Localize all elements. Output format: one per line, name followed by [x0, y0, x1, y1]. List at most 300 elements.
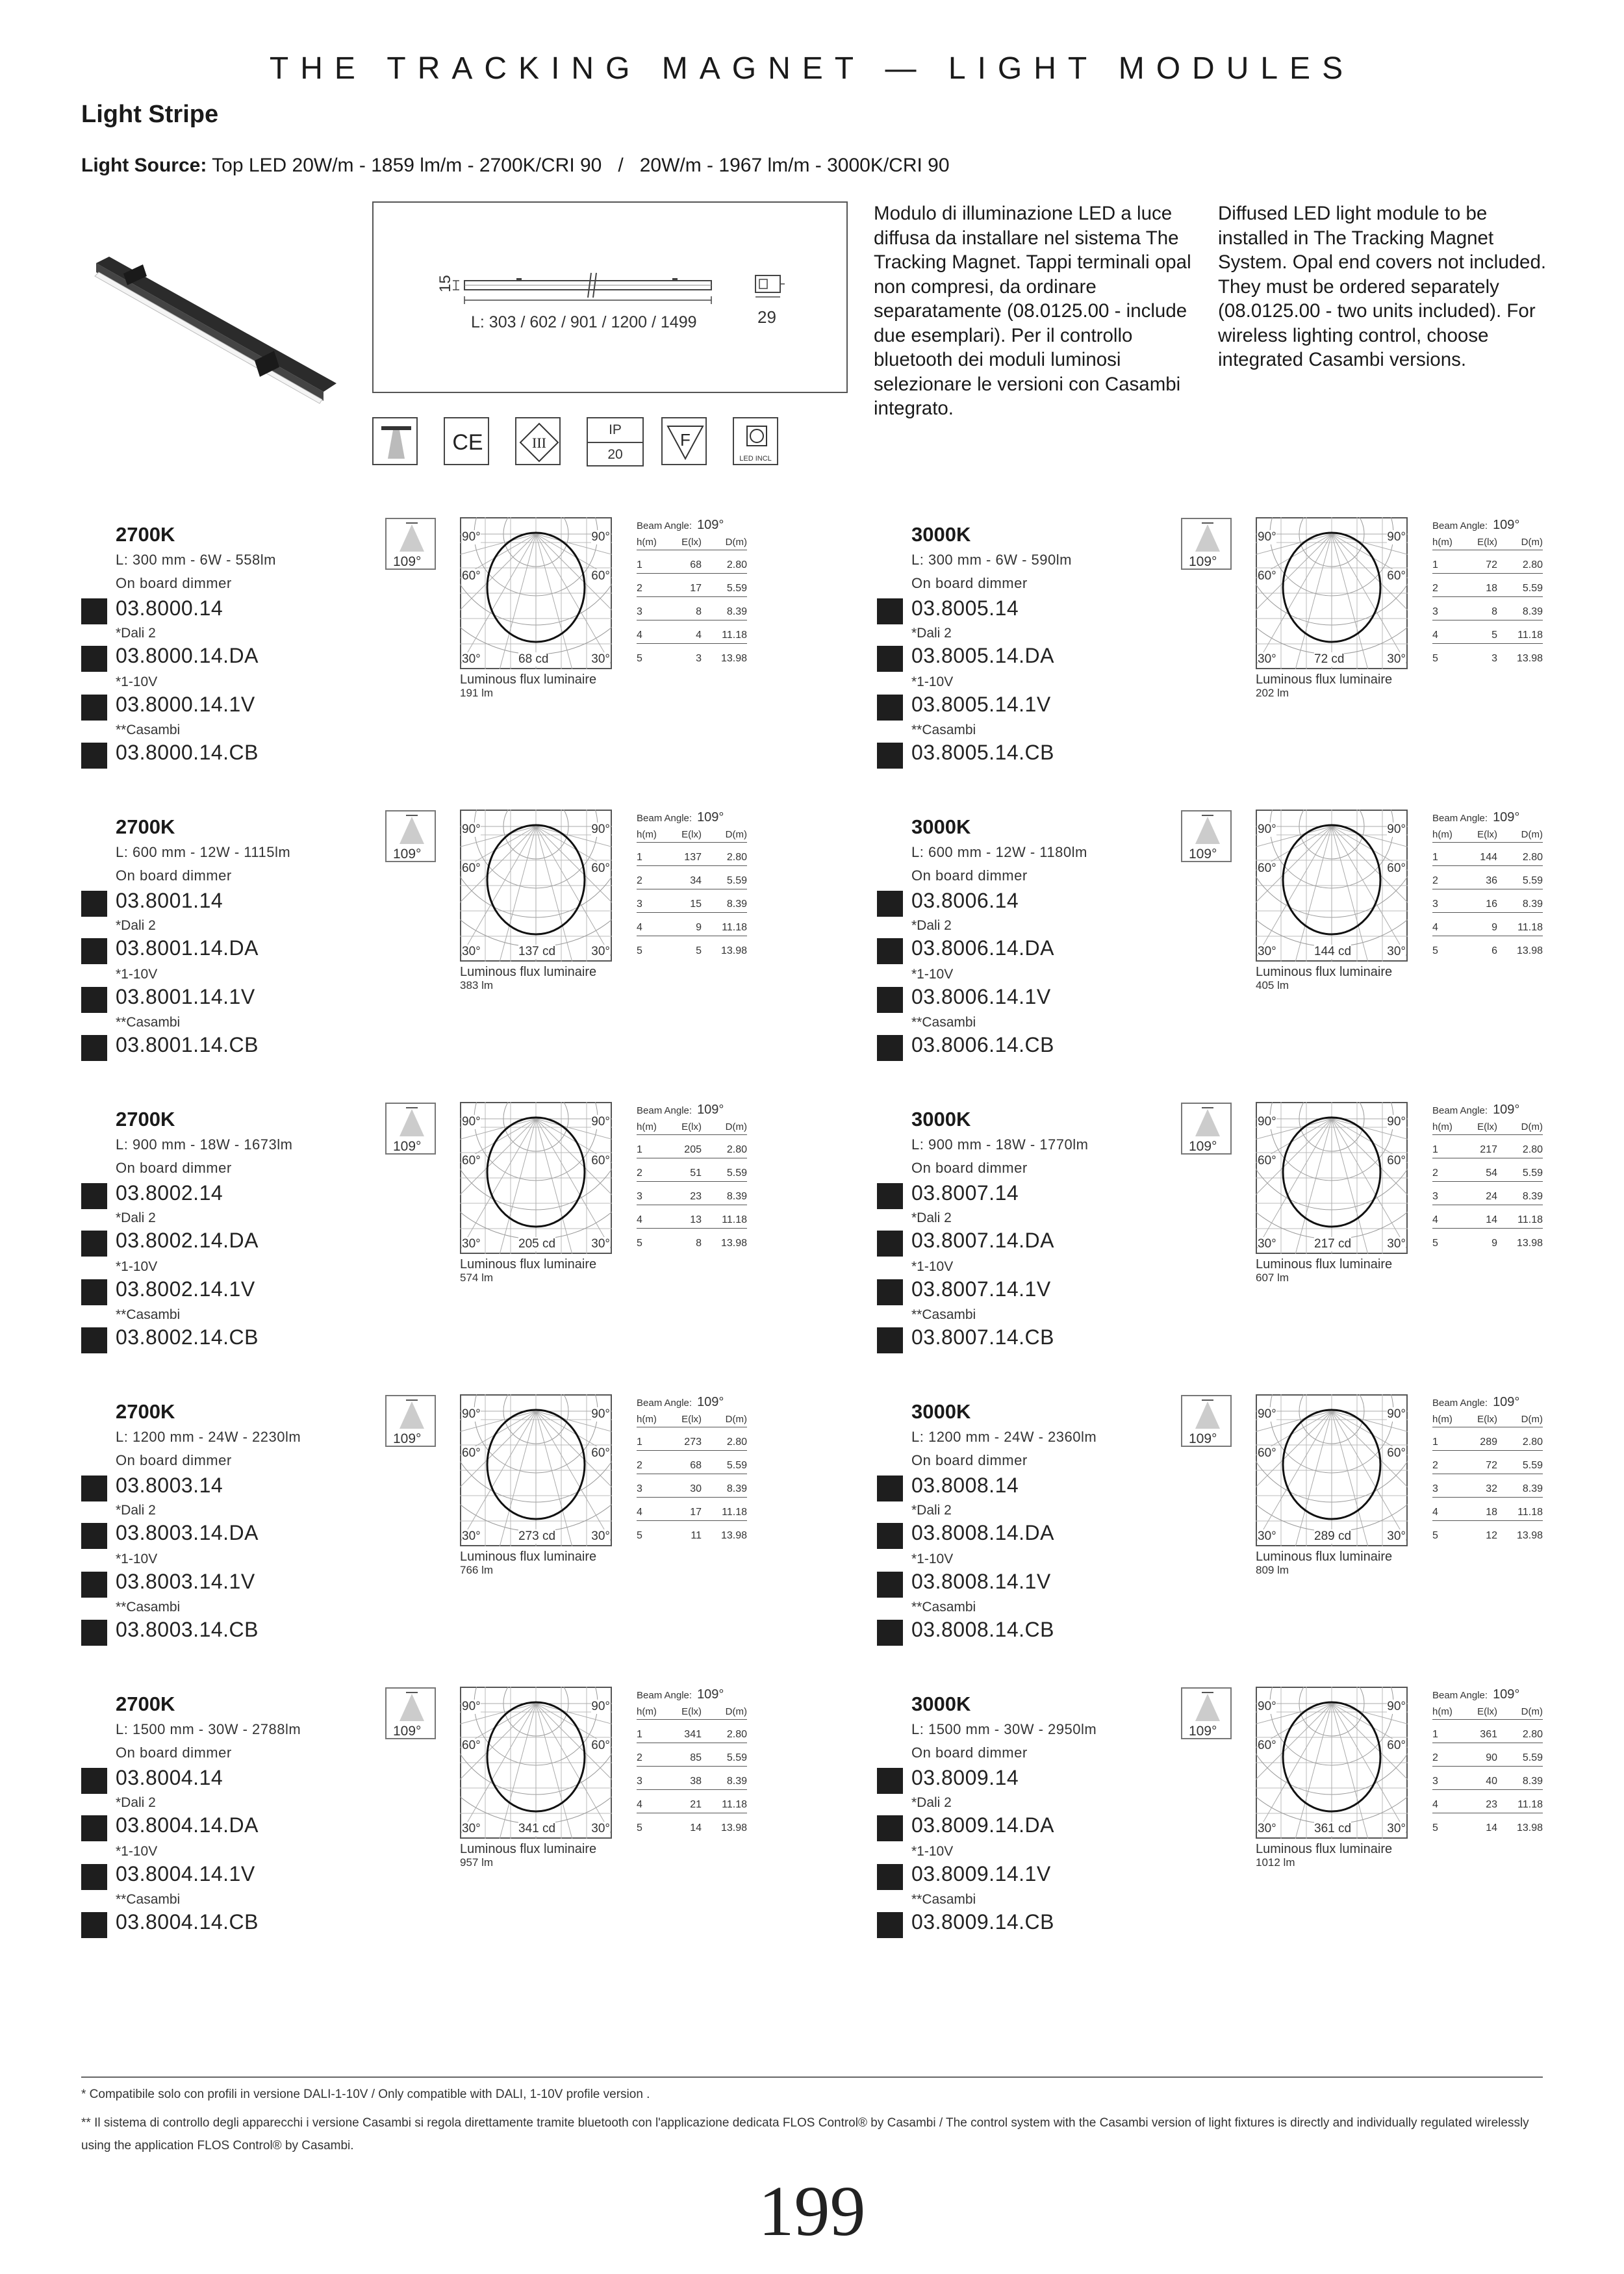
col-height: h(m)	[1432, 1414, 1453, 1425]
variant-note: *1-10V	[116, 674, 158, 689]
col-illuminance: E(lx)	[681, 1414, 702, 1425]
cell-diameter: 2.80	[1522, 852, 1543, 863]
candela-value: 144 cd	[1314, 945, 1352, 958]
candela-value: 289 cd	[1314, 1529, 1352, 1543]
cell-diameter: 13.98	[1516, 1530, 1543, 1541]
luminous-flux-value: 766 lm	[460, 1564, 494, 1576]
variant-swatch	[81, 1620, 107, 1646]
product-code[interactable]: 03.8001.14.1V	[116, 985, 255, 1008]
table-row	[637, 1135, 747, 1158]
product-code[interactable]: 03.8005.14.CB	[911, 741, 1054, 764]
beam-angle-label: Beam Angle:	[1432, 520, 1488, 531]
table-row	[1432, 620, 1543, 644]
product-block	[877, 810, 1592, 1088]
table-row	[1432, 889, 1543, 913]
table-row	[1432, 913, 1543, 936]
product-code[interactable]: 03.8005.14.DA	[911, 644, 1054, 667]
polar-angle-label: 90°	[591, 1407, 610, 1421]
luminous-flux-value: 383 lm	[460, 979, 494, 991]
col-height: h(m)	[1432, 1706, 1453, 1717]
cell-illuminance: 16	[1486, 899, 1497, 910]
footnote-dali: * Compatibile solo con profili in versione DALI-1-10V / Only compatible with DALI, 1-10V profile version .	[81, 2088, 650, 2101]
cell-illuminance: 54	[1486, 1168, 1497, 1179]
dimension-drawing	[372, 201, 848, 393]
table-row	[637, 620, 747, 644]
product-block	[877, 1395, 1592, 1673]
variant-swatch	[877, 1912, 903, 1938]
luminous-flux-label: Luminous flux luminaire	[460, 1550, 597, 1564]
dimmer-label: On board dimmer	[911, 867, 1028, 884]
product-code[interactable]: 03.8003.14.CB	[116, 1618, 259, 1641]
product-code[interactable]: 03.8006.14.CB	[911, 1033, 1054, 1056]
polar-angle-label: 30°	[1387, 1237, 1406, 1251]
polar-angle-label: 90°	[591, 1700, 610, 1713]
product-code[interactable]: 03.8007.14.DA	[911, 1229, 1054, 1252]
product-code[interactable]: 03.8000.14.DA	[116, 644, 259, 667]
variant-note: **Casambi	[911, 722, 976, 737]
cell-diameter: 11.18	[1517, 922, 1543, 933]
polar-angle-label: 90°	[1258, 530, 1276, 544]
variant-swatch	[81, 646, 107, 672]
polar-angle-label: 60°	[1387, 1154, 1406, 1168]
ce-mark-text: CE	[452, 430, 483, 455]
table-row	[1432, 1182, 1543, 1205]
cell-height: 5	[637, 945, 642, 956]
cell-height: 2	[1432, 1168, 1438, 1179]
variant-note: *1-10V	[911, 674, 954, 689]
product-code[interactable]: 03.8008.14	[911, 1474, 1019, 1497]
color-temperature: 3000K	[911, 1400, 971, 1423]
luminous-flux-value: 574 lm	[460, 1271, 494, 1284]
table-header	[637, 533, 747, 550]
product-spec: L: 600 mm - 12W - 1115lm	[116, 844, 291, 860]
table-row	[1432, 1498, 1543, 1521]
product-code[interactable]: 03.8008.14.CB	[911, 1618, 1054, 1641]
cell-height: 2	[637, 1460, 642, 1471]
cell-illuminance: 24	[1486, 1191, 1497, 1202]
cell-height: 4	[1432, 1799, 1438, 1810]
polar-angle-label: 90°	[1387, 823, 1406, 836]
cell-height: 4	[637, 1214, 642, 1225]
cell-diameter: 8.39	[1522, 1483, 1543, 1494]
cell-height: 2	[637, 1752, 642, 1763]
cell-height: 1	[637, 1437, 642, 1448]
variant-swatch	[877, 598, 903, 624]
color-temperature: 2700K	[116, 1693, 175, 1715]
beam-angle-label: Beam Angle:	[1432, 1105, 1488, 1116]
table-row	[637, 1451, 747, 1474]
variant-swatch	[877, 1815, 903, 1841]
product-code[interactable]: 03.8009.14.DA	[911, 1813, 1054, 1837]
polar-angle-label: 30°	[1258, 1237, 1276, 1251]
cell-diameter: 8.39	[1522, 1776, 1543, 1787]
product-code[interactable]: 03.8005.14	[911, 596, 1019, 620]
cell-height: 1	[1432, 1729, 1438, 1740]
polar-angle-label: 60°	[1258, 862, 1276, 875]
polar-angle-label: 30°	[462, 1237, 481, 1251]
cell-height: 3	[1432, 1191, 1438, 1202]
variant-note: *Dali 2	[116, 1503, 156, 1518]
product-code[interactable]: 03.8002.14	[116, 1181, 223, 1205]
table-row	[637, 1743, 747, 1767]
cell-illuminance: 14	[690, 1822, 702, 1833]
product-code[interactable]: 03.8005.14.1V	[911, 693, 1051, 716]
polar-angle-label: 30°	[591, 1237, 610, 1251]
cell-diameter: 8.39	[1522, 899, 1543, 910]
variant-note: **Casambi	[116, 1892, 181, 1907]
luminous-flux-label: Luminous flux luminaire	[1256, 672, 1393, 687]
cell-illuminance: 30	[690, 1483, 702, 1494]
cell-illuminance: 217	[1480, 1144, 1497, 1155]
variant-note: *1-10V	[116, 967, 158, 982]
table-row	[1432, 1521, 1543, 1544]
illuminance-table	[637, 1103, 747, 1251]
table-header	[637, 1118, 747, 1135]
table-row	[1432, 1135, 1543, 1158]
light-source	[81, 155, 950, 177]
dimmer-label: On board dimmer	[911, 575, 1028, 591]
description-italian: Modulo di illuminazione LED a luce diffusa da installare nel sistema The Tracking Magnet. Tappi terminali opal non compresi, da ordinare separatamente (08.0125.00 - include due esemplari). Per il controllo bluetooth dei moduli luminosi selezionare le versioni con Casambi integrato.	[874, 203, 1191, 419]
polar-angle-label: 90°	[591, 823, 610, 836]
table-row	[1432, 843, 1543, 866]
cell-illuminance: 68	[690, 1460, 702, 1471]
beam-angle-value: 109°	[1493, 518, 1520, 532]
cell-diameter: 11.18	[722, 922, 747, 933]
cell-height: 2	[637, 583, 642, 594]
cell-illuminance: 6	[1491, 945, 1497, 956]
variant-note: **Casambi	[911, 1015, 976, 1030]
polar-angle-label: 60°	[1387, 862, 1406, 875]
variant-swatch	[877, 1620, 903, 1646]
cell-illuminance: 51	[690, 1168, 702, 1179]
beam-angle-icon-label: 109°	[1189, 847, 1217, 862]
cell-height: 1	[1432, 1437, 1438, 1448]
table-row	[637, 574, 747, 597]
product-code[interactable]: 03.8001.14	[116, 889, 223, 912]
table-header	[637, 825, 747, 843]
cell-illuminance: 8	[1491, 606, 1497, 617]
polar-angle-label: 60°	[1258, 569, 1276, 583]
ce-mark-icon	[444, 417, 489, 465]
polar-angle-label: 60°	[462, 1154, 481, 1168]
cell-diameter: 13.98	[1516, 1822, 1543, 1833]
col-illuminance: E(lx)	[1477, 1414, 1497, 1425]
table-row	[637, 1720, 747, 1743]
table-row	[637, 1813, 747, 1836]
beam-angle-value: 109°	[697, 1103, 724, 1117]
col-illuminance: E(lx)	[681, 537, 702, 548]
col-diameter: D(m)	[1521, 537, 1543, 548]
cell-illuminance: 85	[690, 1752, 702, 1763]
product-code[interactable]: 03.8002.14.DA	[116, 1229, 259, 1252]
height-label: 15	[437, 275, 454, 292]
cell-diameter: 5.59	[726, 1460, 747, 1471]
polar-angle-label: 90°	[591, 1115, 610, 1129]
col-illuminance: E(lx)	[681, 1121, 702, 1132]
luminous-flux-value: 202 lm	[1256, 687, 1289, 699]
f-mark-text: F	[680, 430, 691, 450]
color-temperature: 3000K	[911, 523, 971, 546]
table-row	[1432, 1767, 1543, 1790]
cell-illuminance: 38	[690, 1776, 702, 1787]
product-code[interactable]: 03.8000.14	[116, 596, 223, 620]
product-block	[81, 1103, 796, 1381]
beam-angle-icon-label: 109°	[393, 1139, 422, 1154]
table-row	[1432, 1205, 1543, 1229]
col-diameter: D(m)	[1521, 1706, 1543, 1717]
product-spec: L: 1500 mm - 30W - 2950lm	[911, 1721, 1097, 1737]
cell-height: 5	[1432, 1822, 1438, 1833]
beam-angle-value: 109°	[697, 1395, 724, 1409]
product-code[interactable]: 03.8007.14.1V	[911, 1277, 1051, 1301]
product-spec: L: 900 mm - 18W - 1673lm	[116, 1136, 293, 1153]
dimmer-label: On board dimmer	[116, 867, 232, 884]
variant-swatch	[81, 1815, 107, 1841]
table-row	[637, 644, 747, 667]
beam-angle-label: Beam Angle:	[1432, 1398, 1488, 1409]
cell-diameter: 13.98	[720, 1822, 747, 1833]
ip-rating-icon	[587, 417, 644, 466]
cell-diameter: 11.18	[722, 1799, 747, 1810]
variant-swatch	[81, 1572, 107, 1598]
beam-angle-header	[637, 810, 747, 825]
product-block	[877, 1687, 1592, 1965]
polar-diagram	[460, 810, 612, 962]
polar-angle-label: 30°	[1387, 1529, 1406, 1543]
variant-swatch	[877, 1523, 903, 1549]
table-row	[637, 1158, 747, 1182]
table-row	[1432, 644, 1543, 667]
cell-height: 2	[637, 1168, 642, 1179]
table-row	[637, 866, 747, 889]
product-spec: L: 1200 mm - 24W - 2360lm	[911, 1429, 1097, 1445]
polar-angle-label: 60°	[462, 1446, 481, 1460]
product-code[interactable]: 03.8003.14.DA	[116, 1521, 259, 1544]
cell-height: 5	[637, 1238, 642, 1249]
light-source-text: Top LED 20W/m - 1859 lm/m - 2700K/CRI 90 / 20W/m - 1967 lm/m - 3000K/CRI 90	[207, 155, 950, 176]
product-code[interactable]: 03.8004.14.1V	[116, 1862, 255, 1885]
cell-diameter: 5.59	[726, 583, 747, 594]
polar-angle-label: 60°	[462, 862, 481, 875]
cell-diameter: 2.80	[1522, 559, 1543, 570]
product-block	[81, 518, 796, 796]
color-temperature: 3000K	[911, 815, 971, 838]
dimmer-label: On board dimmer	[116, 1744, 232, 1761]
cell-illuminance: 23	[1486, 1799, 1497, 1810]
product-image	[84, 250, 338, 406]
polar-angle-label: 30°	[1258, 1822, 1276, 1835]
col-diameter: D(m)	[1521, 1414, 1543, 1425]
col-diameter: D(m)	[725, 1706, 747, 1717]
product-code[interactable]: 03.8002.14.1V	[116, 1277, 255, 1301]
polar-angle-label: 30°	[1258, 945, 1276, 958]
product-block	[81, 1395, 796, 1673]
cell-illuminance: 32	[1486, 1483, 1497, 1494]
table-row	[1432, 1158, 1543, 1182]
variant-swatch	[81, 1327, 107, 1353]
col-height: h(m)	[637, 1706, 657, 1717]
variant-swatch	[81, 1912, 107, 1938]
length-label: L: 303 / 602 / 901 / 1200 / 1499	[471, 313, 697, 331]
polar-angle-label: 90°	[591, 530, 610, 544]
cell-illuminance: 11	[691, 1530, 702, 1541]
illuminance-table	[637, 810, 747, 959]
cell-diameter: 2.80	[726, 1729, 747, 1740]
variant-swatch	[877, 1476, 903, 1501]
polar-angle-label: 90°	[462, 1115, 481, 1129]
cell-diameter: 2.80	[1522, 1729, 1543, 1740]
product-code[interactable]: 03.8009.14	[911, 1766, 1019, 1789]
luminous-flux-label: Luminous flux luminaire	[460, 1842, 597, 1856]
cell-height: 5	[637, 653, 642, 664]
variant-note: **Casambi	[116, 722, 181, 737]
product-code[interactable]: 03.8004.14.CB	[116, 1910, 259, 1934]
polar-diagram	[1256, 810, 1408, 962]
variant-note: *Dali 2	[911, 1503, 952, 1518]
cell-illuminance: 13	[690, 1214, 702, 1225]
beam-angle-label: Beam Angle:	[637, 813, 692, 824]
product-code[interactable]: 03.8000.14.CB	[116, 741, 259, 764]
product-code[interactable]: 03.8003.14	[116, 1474, 223, 1497]
variant-swatch	[81, 938, 107, 964]
variant-swatch	[877, 1279, 903, 1305]
product-spec: L: 1500 mm - 30W - 2788lm	[116, 1721, 301, 1737]
variant-swatch	[877, 646, 903, 672]
polar-angle-label: 30°	[1258, 652, 1276, 666]
luminous-flux-label: Luminous flux luminaire	[1256, 965, 1393, 979]
beam-angle-value: 109°	[697, 518, 724, 532]
table-row	[1432, 1743, 1543, 1767]
cell-diameter: 11.18	[1517, 1507, 1543, 1518]
luminous-flux-label: Luminous flux luminaire	[460, 965, 597, 979]
variant-swatch	[877, 1864, 903, 1890]
cell-height: 4	[637, 922, 642, 933]
polar-diagram	[460, 1687, 612, 1839]
footnote-casambi: ** Il sistema di controllo degli apparecchi i versione Casambi si regola direttamente tramite bluetooth con l'applicazione dedicata FLOS Control® by Casambi / The control system with the Casambi version of light fixtures is directly and individually regulated wirelessly using the application FLOS Control® by Casambi.	[81, 2116, 1529, 2153]
beam-angle-header	[637, 518, 747, 533]
cell-height: 4	[1432, 1507, 1438, 1518]
polar-angle-label: 90°	[1258, 1407, 1276, 1421]
cell-height: 2	[1432, 875, 1438, 886]
cell-illuminance: 289	[1480, 1437, 1497, 1448]
luminous-flux-value: 405 lm	[1256, 979, 1289, 991]
variant-swatch	[877, 1035, 903, 1061]
product-code[interactable]: 03.8004.14	[116, 1766, 223, 1789]
beam-angle-label: Beam Angle:	[637, 1398, 692, 1409]
polar-angle-label: 90°	[462, 1700, 481, 1713]
width-label: 29	[757, 307, 776, 327]
product-code[interactable]: 03.8009.14.CB	[911, 1910, 1054, 1934]
product-code[interactable]: 03.8007.14	[911, 1181, 1019, 1205]
polar-angle-label: 60°	[591, 1154, 610, 1168]
product-code[interactable]: 03.8002.14.CB	[116, 1325, 259, 1349]
table-row	[637, 913, 747, 936]
cell-illuminance: 341	[684, 1729, 702, 1740]
cell-height: 1	[637, 1144, 642, 1155]
product-code[interactable]: 03.8003.14.1V	[116, 1570, 255, 1593]
cell-illuminance: 3	[696, 653, 702, 664]
table-row	[637, 843, 747, 866]
col-diameter: D(m)	[725, 1121, 747, 1132]
table-row	[637, 1790, 747, 1813]
luminous-flux-value: 191 lm	[460, 687, 494, 699]
variant-swatch	[877, 987, 903, 1013]
cell-height: 2	[637, 875, 642, 886]
product-code[interactable]: 03.8009.14.1V	[911, 1862, 1051, 1885]
product-spec: L: 1200 mm - 24W - 2230lm	[116, 1429, 301, 1445]
beam-angle-label: Beam Angle:	[637, 1105, 692, 1116]
cell-diameter: 2.80	[726, 1437, 747, 1448]
cell-height: 5	[637, 1822, 642, 1833]
polar-angle-label: 90°	[1258, 1115, 1276, 1129]
cell-diameter: 2.80	[726, 852, 747, 863]
candela-value: 68 cd	[518, 652, 549, 666]
cell-height: 4	[637, 1507, 642, 1518]
cell-height: 5	[1432, 653, 1438, 664]
cell-diameter: 5.59	[726, 1168, 747, 1179]
variant-swatch	[81, 695, 107, 721]
cell-height: 1	[1432, 852, 1438, 863]
product-code[interactable]: 03.8006.14.1V	[911, 985, 1051, 1008]
cell-illuminance: 68	[690, 559, 702, 570]
polar-angle-label: 60°	[591, 1446, 610, 1460]
beam-angle-label: Beam Angle:	[637, 520, 692, 531]
cell-illuminance: 12	[1486, 1530, 1497, 1541]
product-code[interactable]: 03.8006.14.DA	[911, 936, 1054, 960]
product-code[interactable]: 03.8000.14.1V	[116, 693, 255, 716]
product-block	[81, 1687, 796, 1965]
table-header	[1432, 1410, 1543, 1427]
cell-illuminance: 90	[1486, 1752, 1497, 1763]
variant-swatch	[877, 1327, 903, 1353]
variant-note: **Casambi	[911, 1307, 976, 1322]
cell-diameter: 5.59	[726, 1752, 747, 1763]
polar-angle-label: 90°	[462, 823, 481, 836]
cell-illuminance: 5	[1491, 630, 1497, 641]
beam-angle-header	[1432, 1687, 1543, 1702]
color-temperature: 2700K	[116, 815, 175, 838]
cell-illuminance: 14	[1486, 1822, 1497, 1833]
polar-angle-label: 90°	[1258, 1700, 1276, 1713]
cell-diameter: 2.80	[1522, 1437, 1543, 1448]
description-english: Diffused LED light module to be installed in The Tracking Magnet System. Opal end covers not included. They must be ordered separately (08.0125.00 - two units included). For wireless lighting control, choose integrated Casambi versions.	[1218, 203, 1547, 370]
table-row	[1432, 866, 1543, 889]
product-code[interactable]: 03.8001.14.CB	[116, 1033, 259, 1056]
variant-note: *Dali 2	[911, 626, 952, 641]
cell-height: 5	[1432, 1238, 1438, 1249]
product-code[interactable]: 03.8007.14.CB	[911, 1325, 1054, 1349]
cell-illuminance: 9	[1491, 1238, 1497, 1249]
product-code[interactable]: 03.8001.14.DA	[116, 936, 259, 960]
product-code[interactable]: 03.8006.14	[911, 889, 1019, 912]
variant-note: *1-10V	[116, 1552, 158, 1566]
candela-value: 341 cd	[518, 1822, 556, 1835]
cell-illuminance: 17	[690, 1507, 702, 1518]
product-code[interactable]: 03.8004.14.DA	[116, 1813, 259, 1837]
cell-height: 3	[637, 1483, 642, 1494]
beam-angle-icon-label: 109°	[1189, 1139, 1217, 1154]
product-code[interactable]: 03.8008.14.DA	[911, 1521, 1054, 1544]
polar-angle-label: 60°	[1258, 1154, 1276, 1168]
cell-diameter: 5.59	[1522, 1168, 1543, 1179]
product-code[interactable]: 03.8008.14.1V	[911, 1570, 1051, 1593]
variant-swatch	[81, 1035, 107, 1061]
polar-angle-label: 90°	[462, 530, 481, 544]
illuminance-table	[1432, 810, 1543, 959]
col-diameter: D(m)	[725, 829, 747, 840]
polar-angle-label: 60°	[591, 862, 610, 875]
cell-illuminance: 72	[1486, 559, 1497, 570]
